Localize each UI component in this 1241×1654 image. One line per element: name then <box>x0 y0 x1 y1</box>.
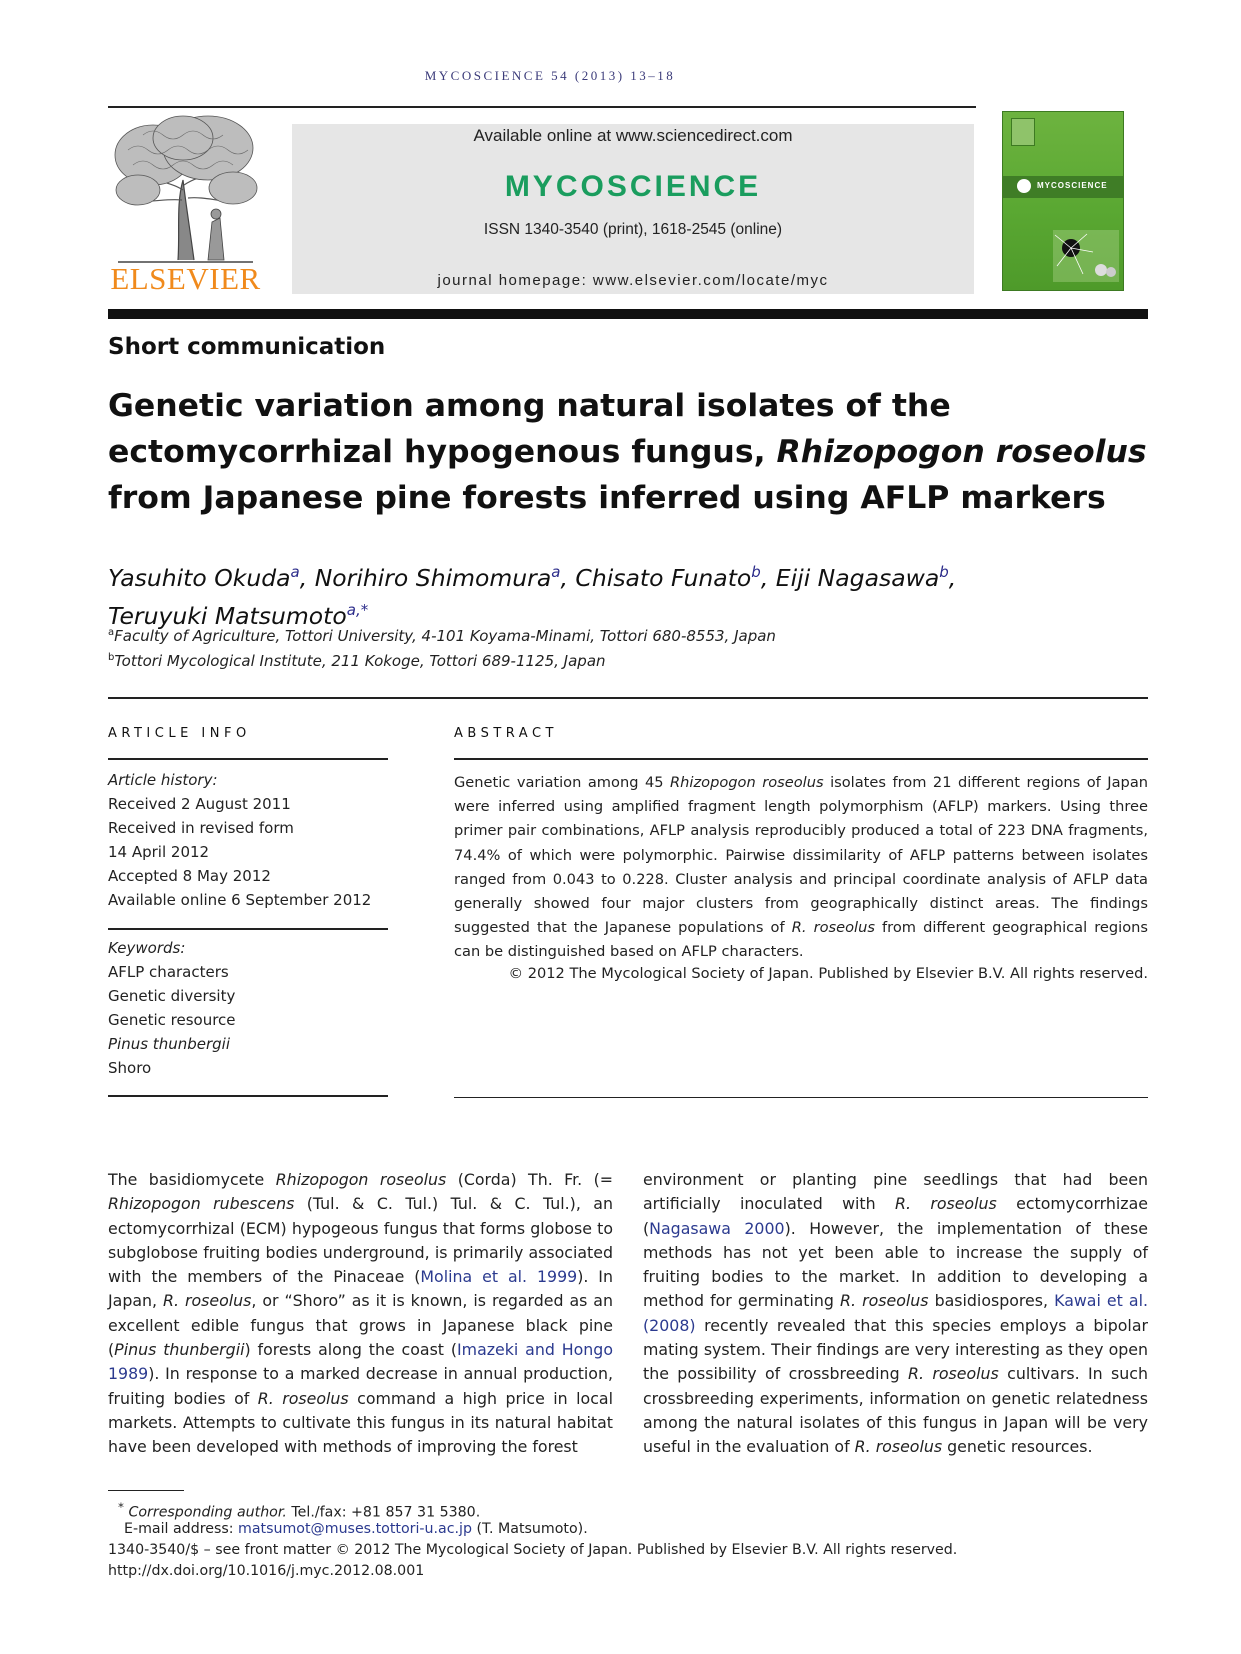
body-species: R. roseolus <box>894 1194 997 1214</box>
body-span: environment or planting pine seedlings that had been artificially inoculated with <box>643 1170 1148 1214</box>
abstract-species: R. roseolus <box>791 919 875 937</box>
author-affil-mark[interactable]: a <box>551 563 561 581</box>
email-label: E-mail address: <box>124 1521 239 1537</box>
journal-name: MYCOSCIENCE <box>504 170 762 203</box>
body-species: R. roseolus <box>907 1364 999 1384</box>
keywords-rule <box>108 928 388 930</box>
header-thick-rule <box>108 309 1148 319</box>
author-affil-mark[interactable]: b <box>939 563 949 581</box>
author-name: Teruyuki Matsumoto <box>108 601 347 630</box>
body-span: command a high price in local markets. Attempts to cultivate this fungus in its natural habitat have been developed with methods of improving the forest <box>108 1388 613 1457</box>
citation-link[interactable]: Nagasawa 2000 <box>649 1218 785 1238</box>
author-name: Norihiro Shimomura <box>314 563 552 592</box>
title-species: Rhizopogon roseolus <box>776 434 1147 470</box>
keyword-item: Shoro <box>108 1059 152 1077</box>
body-span: basidiospores, <box>928 1291 1055 1311</box>
author-name: Yasuhito Okuda <box>108 563 291 592</box>
abstract-span: isolates from 21 different regions of Japan were inferred using amplified fragment length polymorphism (AFLP) markers. Using three primer pair combinations, AFLP analysis reproducibly produced a total of 223 DNA fragments, 74.4% of which were polymorphic. Pairwise dissimilarity of AFLP patterns between isolates ranged from 0.043 to 0.228. Cluster analysis and principal coordinate analysis of AFLP data generally showed four major clusters from geographically distinct areas. The findings suggested that the Japanese populations of <box>454 774 1149 937</box>
abstract-span: from different geographical regions can be distinguished based on AFLP characters. <box>454 919 1148 961</box>
affiliation-mark: b <box>108 652 115 663</box>
abstract-span: Genetic variation among 45 <box>454 774 671 791</box>
affiliation-a <box>108 627 776 645</box>
cover-logo-icon <box>1011 118 1035 146</box>
author-affil-mark[interactable]: a <box>290 563 300 581</box>
body-species: Pinus thunbergii <box>114 1340 245 1360</box>
body-span: (Tul. & C. Tul.) Tul. & C. Tul.), an ectomycorrhizal (ECM) hypogeous fungus that forms globose to subglobose fruiting bodies underground, is primarily associated with the members of the Pinaceae ( <box>108 1194 613 1287</box>
corr-tel: Tel./fax: +81 857 31 5380. <box>286 1504 481 1521</box>
body-species: Rhizopogon rubescens <box>108 1194 295 1214</box>
abstract-copyright: © 2012 The Mycological Society of Japan. Published by Elsevier B.V. All rights reserved. <box>508 965 1148 982</box>
elsevier-logo <box>108 110 263 295</box>
footnote-mark: * <box>118 1500 124 1514</box>
cover-band <box>1003 176 1123 198</box>
email-link[interactable]: matsumot@muses.tottori-u.ac.jp <box>238 1521 472 1537</box>
article-type: Short communication <box>108 334 386 360</box>
history-item: 14 April 2012 <box>108 843 210 861</box>
corr-label: Corresponding author. <box>128 1504 287 1521</box>
body-span: The basidiomycete <box>108 1170 276 1189</box>
doi-link[interactable]: http://dx.doi.org/10.1016/j.myc.2012.08.001 <box>108 1563 425 1579</box>
body-span: ). However, the implementation of these methods has not yet been able to increase the supply of fruiting bodies to the market. In addition to developing a method for germinating <box>643 1218 1148 1311</box>
journal-cover <box>1002 111 1124 291</box>
keywords-label: Keywords: <box>108 939 186 957</box>
elsevier-tree-icon <box>108 110 263 270</box>
history-label: Article history: <box>108 771 218 789</box>
cover-title: MYCOSCIENCE <box>1037 181 1108 190</box>
keyword-item: AFLP characters <box>108 963 229 981</box>
cover-mushroom-icon <box>1053 230 1119 282</box>
issn-text: ISSN 1340-3540 (print), 1618-2545 (online) <box>483 221 783 238</box>
abstract-heading: ABSTRACT <box>454 726 558 741</box>
history-item: Available online 6 September 2012 <box>108 891 372 909</box>
article-info-rule <box>108 758 388 760</box>
body-span: (Corda) Th. Fr. (= <box>446 1170 613 1189</box>
abstract-rule <box>454 758 1148 760</box>
body-column-right <box>643 1168 1148 1460</box>
body-span: recently revealed that this species employs a bipolar mating system. Their findings are very interesting as they open the possibility of crossbreeding <box>643 1315 1148 1384</box>
body-span: , or “Shoro” as it is known, is regarded as an excellent edible fungus that grows in Japanese black pine ( <box>108 1291 613 1360</box>
body-species: Rhizopogon roseolus <box>275 1170 447 1189</box>
abstract-text <box>454 771 1148 965</box>
journal-homepage[interactable]: journal homepage: www.elsevier.com/locate/myc <box>437 272 829 289</box>
body-species: R. roseolus <box>854 1437 943 1457</box>
abstract-species: Rhizopogon roseolus <box>670 774 824 791</box>
keyword-item: Pinus thunbergii <box>108 1035 230 1053</box>
body-span: ). In Japan, <box>108 1267 613 1311</box>
history-item: Received 2 August 2011 <box>108 795 291 813</box>
author-name: Chisato Funato <box>575 563 752 592</box>
affiliation-text: Faculty of Agriculture, Tottori University, 4-101 Koyama-Minami, Tottori 680-8553, Japan <box>114 627 776 645</box>
cover-emblem-icon <box>1017 179 1031 193</box>
email-suffix: (T. Matsumoto). <box>471 1521 588 1537</box>
corresponding-author-note <box>118 1500 480 1521</box>
body-column-left <box>108 1168 613 1460</box>
footnote-rule <box>108 1490 184 1491</box>
history-item: Accepted 8 May 2012 <box>108 867 271 885</box>
body-span: ) forests along the coast ( <box>244 1340 458 1360</box>
body-species: R. roseolus <box>840 1291 929 1311</box>
body-span: genetic resources. <box>942 1437 1093 1457</box>
abstract-bottom-rule <box>454 1097 1148 1098</box>
elsevier-wordmark: ELSEVIER <box>110 261 261 296</box>
author-affil-mark[interactable]: b <box>751 563 761 581</box>
front-matter-note: 1340-3540/$ – see front matter © 2012 The Mycological Society of Japan. Published by Elsevier B.V. All rights reserved. <box>108 1542 958 1558</box>
history-item: Received in revised form <box>108 819 294 837</box>
keyword-item: Genetic resource <box>108 1011 236 1029</box>
body-span: cultivars. In such crossbreeding experiments, information on genetic relatedness among the natural isolates of this fungus in Japan will be very useful in the evaluation of <box>643 1364 1148 1457</box>
body-species: R. roseolus <box>257 1388 349 1408</box>
author-list: Yasuhito Okuda$^a$, Norihiro Shimomura$^a$, Chisato Funato$^b$, Eiji Nagasawa$^b$, Teruyuki Matsumoto$^{a,*}$ <box>108 563 957 630</box>
affiliation-rule <box>108 697 1148 699</box>
affiliation-b <box>108 652 606 670</box>
article-info-heading: ARTICLE INFO <box>108 726 251 741</box>
citation-link[interactable]: Molina et al. 1999 <box>420 1267 578 1287</box>
article-title <box>108 383 1148 521</box>
citation-link[interactable]: Imazeki and Hongo 1989 <box>108 1340 613 1384</box>
journal-header-box <box>292 124 974 294</box>
keyword-item: Genetic diversity <box>108 987 236 1005</box>
affiliation-text: Tottori Mycological Institute, 211 Kokoge, Tottori 689-1125, Japan <box>114 652 606 670</box>
body-species: R. roseolus <box>163 1291 252 1311</box>
title-line-3: from Japanese pine forests inferred using AFLP markers <box>108 480 1106 516</box>
running-head: MYCOSCIENCE 54 (2013) 13–18 <box>424 68 676 83</box>
body-span: ). In response to a marked decrease in annual production, fruiting bodies of <box>108 1364 613 1408</box>
header-rule <box>108 106 976 108</box>
author-name: Eiji Nagasawa <box>775 563 940 592</box>
title-line-1: Genetic variation among natural isolates of the <box>108 388 951 424</box>
body-span: ectomycorrhizae ( <box>643 1194 1148 1238</box>
article-info-bottom-rule <box>108 1095 388 1097</box>
available-online-text[interactable]: Available online at www.sciencedirect.com <box>473 126 793 145</box>
author-affil-mark[interactable]: a,* <box>346 600 369 619</box>
title-line-2: ectomycorrhizal hypogenous fungus, <box>108 434 777 470</box>
citation-link[interactable]: Kawai et al. (2008) <box>643 1291 1149 1335</box>
email-note <box>124 1521 588 1537</box>
affiliation-mark: a <box>108 627 115 638</box>
